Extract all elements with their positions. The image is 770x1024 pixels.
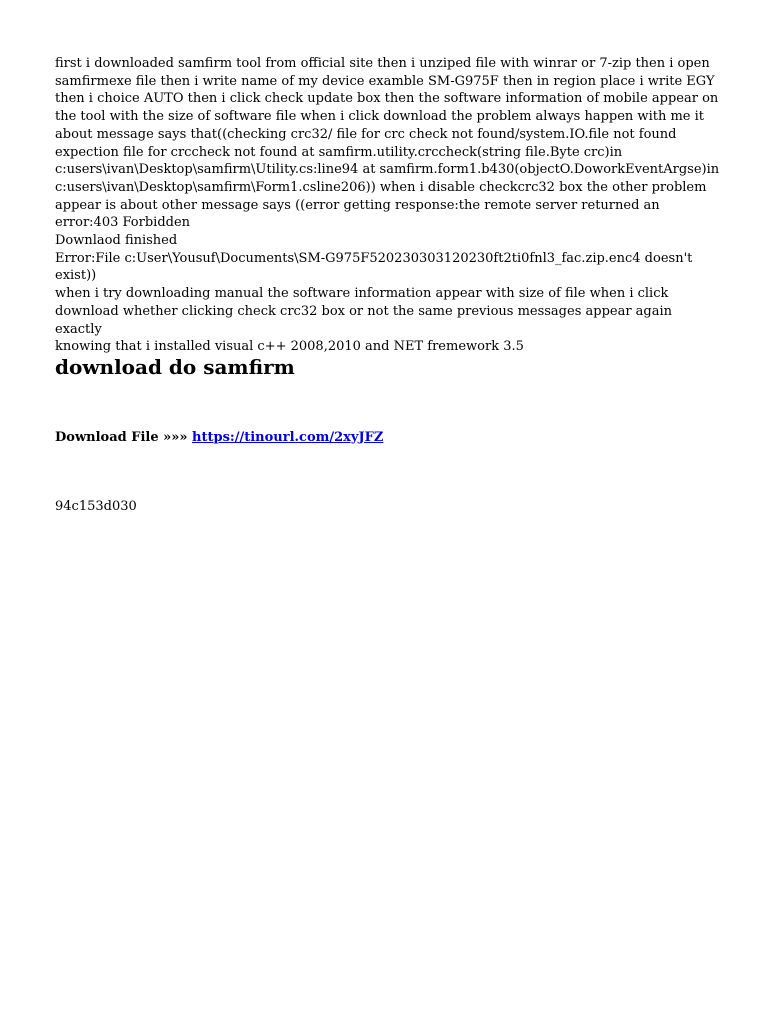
document-page xyxy=(55,55,720,514)
article-line: c:users\ivan\Desktop\samfirm\Form1.csline206)) when i disable checkcrc32 box the other problem xyxy=(55,179,707,195)
article-line: the tool with the size of software file when i click download the problem always happen with me it xyxy=(55,109,704,125)
article-line: Downlaod finished xyxy=(55,233,178,249)
article-line: Error:File c:User\Yousuf\Documents\SM-G975F520230303120230ft2ti0fnl3_fac.zip.enc4 doesn't xyxy=(55,250,693,266)
article-line: when i try downloading manual the software information appear with size of file when i click xyxy=(55,286,669,302)
article-line: c:users\ivan\Desktop\samfirm\Utility.cs:line94 at samfirm.form1.b430(objectO.DoworkEventArgse)in xyxy=(55,162,720,178)
code-text: 94c153d030 xyxy=(55,499,137,514)
download-line xyxy=(55,429,383,447)
article-line: about message says that((checking crc32/ file for crc check not found/system.IO.file not found xyxy=(55,126,677,142)
article-line: samfirmexe file then i write name of my device examble SM-G975F then in region place i write EGY xyxy=(55,73,715,89)
article-line: expection file for crccheck not found at samfirm.utility.crccheck(string file.Byte crc)in xyxy=(55,144,623,160)
article-line: then i choice AUTO then i click check update box then the software information of mobile appear on xyxy=(55,91,719,107)
article-line: knowing that i installed visual c++ 2008,2010 and NET fremework 3.5 xyxy=(55,339,524,355)
article-body xyxy=(55,55,720,356)
article-line: appear is about other message says ((error getting response:the remote server returned an xyxy=(55,197,660,213)
article-line: error:403 Forbidden xyxy=(55,215,191,231)
article-line: download whether clicking check crc32 box or not the same previous messages appear again exactly xyxy=(55,303,673,337)
download-link[interactable]: https://tinourl.com/2xyJFZ xyxy=(192,430,384,445)
section-heading: download do samfirm xyxy=(55,355,295,379)
download-label: Download File »»» xyxy=(55,430,193,445)
article-line: first i downloaded samfirm tool from official site then i unziped file with winrar or 7-zip then i open xyxy=(55,56,710,71)
article-line: exist)) xyxy=(55,268,97,284)
